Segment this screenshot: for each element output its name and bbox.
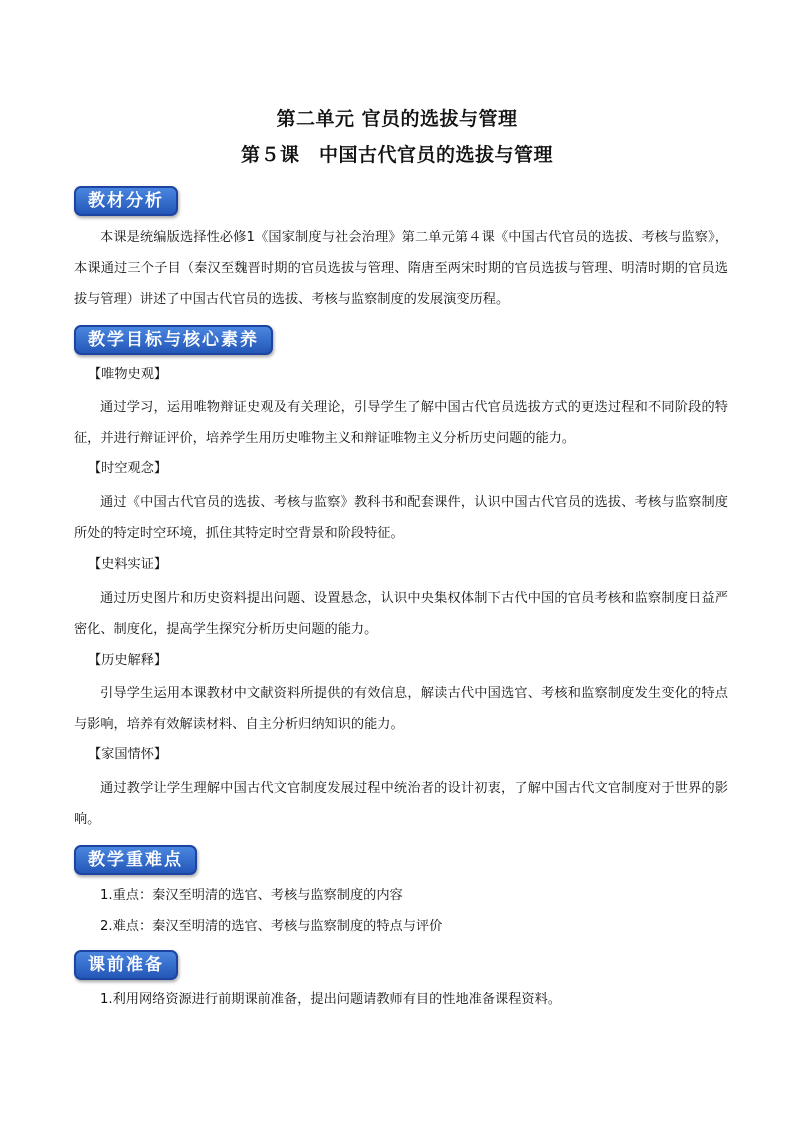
objective-paragraph: 通过历史图片和历史资料提出问题、设置悬念，认识中央集权体制下古代中国的官员考核和监察制度日益严密化、制度化，提高学生探究分析历史问题的能力。 [74,591,728,637]
section-badge-key-points: 教学重难点 [74,845,197,875]
objective-paragraph: 通过学习，运用唯物辩证史观及有关理论，引导学生了解中国古代官员选拔方式的更迭过程和不同阶段的特征，并进行辩证评价，培养学生用历史唯物主义和辩证唯物主义分析历史问题的能力。 [74,400,728,446]
objective-paragraph: 通过教学让学生理解中国古代文官制度发展过程中统治者的设计初衷，了解中国古代文官制度对于世界的影响。 [74,781,728,827]
preparation-item: 1.利用网络资源进行前期课前准备，提出问题请教师有目的性地准备课程资料。 [100,992,561,1007]
key-point-item: 1.重点：秦汉至明清的选官、考核与监察制度的内容 [100,888,403,903]
unit-title: 第二单元 官员的选拔与管理 [276,108,518,130]
objective-paragraph: 通过《中国古代官员的选拔、考核与监察》教科书和配套课件，认识中国古代官员的选拔、考核与监察制度所处的特定时空环境，抓住其特定时空背景和阶段特征。 [74,495,728,541]
section-badge-preparation: 课前准备 [74,950,178,980]
objective-paragraph: 引导学生运用本课教材中文献资料所提供的有效信息，解读古代中国选官、考核和监察制度发生变化的特点与影响，培养有效解读材料、自主分析归纳知识的能力。 [74,686,728,732]
key-point-item: 2.难点：秦汉至明清的选官、考核与监察制度的特点与评价 [100,919,443,934]
section-badge-analysis: 教材分析 [74,186,178,216]
lesson-title: 第５课 中国古代官员的选拔与管理 [240,144,553,166]
section-badge-objectives: 教学目标与核心素养 [74,325,273,355]
objective-label: 【史料实证】 [88,557,168,572]
objective-label: 【唯物史观】 [88,367,168,382]
objective-label: 【家国情怀】 [88,747,168,762]
objective-label: 【历史解释】 [88,653,168,668]
objective-label: 【时空观念】 [88,461,168,476]
analysis-paragraph: 本课是统编版选择性必修1《国家制度与社会治理》第二单元第４课《中国古代官员的选拔、考核与监察》，本课通过三个子目（秦汉至魏晋时期的官员选拔与管理、隋唐至两宋时期的官员选拔与管理、明清时期的官员选拔与管理）讲述了中国古代官员的选拔、考核与监察制度的发展演变历程。 [74,230,728,307]
